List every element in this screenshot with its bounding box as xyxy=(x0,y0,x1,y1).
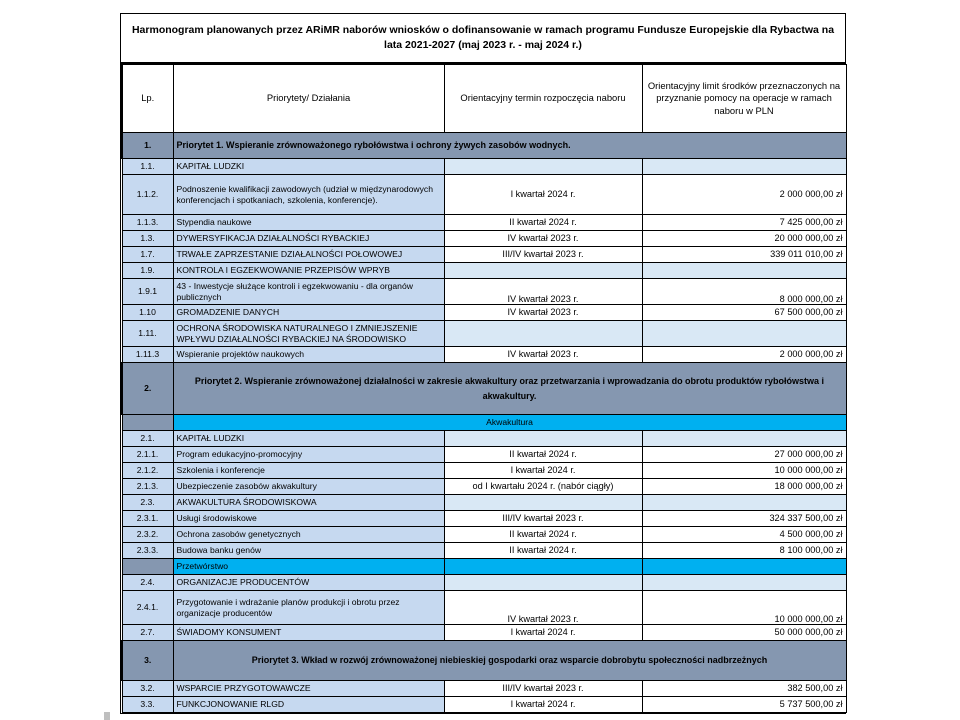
table-row xyxy=(122,159,846,175)
table-row xyxy=(122,431,846,447)
row-limit: 8 100 000,00 zł xyxy=(642,543,846,559)
section-title: Przetwórstwo xyxy=(173,559,444,575)
row-term: II kwartał 2024 r. xyxy=(444,543,642,559)
table-row xyxy=(122,495,846,511)
priority-row xyxy=(122,363,846,415)
priority-row xyxy=(122,641,846,681)
row-name: TRWAŁE ZAPRZESTANIE DZIAŁALNOŚCI POŁOWOWEJ xyxy=(173,247,444,263)
row-number: 1.9.1 xyxy=(122,279,173,305)
row-limit xyxy=(642,263,846,279)
row-term: IV kwartał 2023 r. xyxy=(444,305,642,321)
row-name: Stypendia naukowe xyxy=(173,215,444,231)
row-number: 2.4.1. xyxy=(122,591,173,625)
table-row xyxy=(122,247,846,263)
row-number xyxy=(122,559,173,575)
row-limit: 382 500,00 zł xyxy=(642,681,846,697)
row-term xyxy=(444,495,642,511)
row-limit: 324 337 500,00 zł xyxy=(642,511,846,527)
corner-marker xyxy=(104,712,110,720)
table-row xyxy=(122,527,846,543)
table-row xyxy=(122,625,846,641)
row-term: I kwartał 2024 r. xyxy=(444,625,642,641)
schedule-document xyxy=(120,13,846,714)
table-header-row xyxy=(122,65,846,133)
row-term: III/IV kwartał 2023 r. xyxy=(444,247,642,263)
row-name: Usługi środowiskowe xyxy=(173,511,444,527)
row-limit xyxy=(642,431,846,447)
priority-title: Priorytet 3. Wkład w rozwój zrównoważonej niebieskiej gospodarki oraz wsparcie dobrobytu społeczności nadbrzeżnych xyxy=(173,641,846,681)
row-name: DYWERSYFIKACJA DZIAŁALNOŚCI RYBACKIEJ xyxy=(173,231,444,247)
table-row xyxy=(122,215,846,231)
row-number: 2.1. xyxy=(122,431,173,447)
table-row xyxy=(122,479,846,495)
table-row xyxy=(122,591,846,625)
priority-title: Priorytet 1. Wspieranie zrównoważonego rybołówstwa i ochrony żywych zasobów wodnych. xyxy=(173,133,846,159)
row-name: Ubezpieczenie zasobów akwakultury xyxy=(173,479,444,495)
row-name: Podnoszenie kwalifikacji zawodowych (udział w międzynarodowych konferencjach i spotkaniach, szkolenia, konferencje). xyxy=(173,175,444,215)
row-name: Ochrona zasobów genetycznych xyxy=(173,527,444,543)
row-name: KAPITAŁ LUDZKI xyxy=(173,159,444,175)
schedule-table xyxy=(121,64,847,713)
row-name: KONTROLA I EGZEKWOWANIE PRZEPISÓW WPRYB xyxy=(173,263,444,279)
row-limit: 20 000 000,00 zł xyxy=(642,231,846,247)
row-limit xyxy=(642,575,846,591)
row-number: 3. xyxy=(122,641,173,681)
table-row xyxy=(122,543,846,559)
row-number: 3.3. xyxy=(122,697,173,713)
row-limit: 2 000 000,00 zł xyxy=(642,175,846,215)
row-name: ORGANIZACJE PRODUCENTÓW xyxy=(173,575,444,591)
row-name: WSPARCIE PRZYGOTOWAWCZE xyxy=(173,681,444,697)
row-limit: 50 000 000,00 zł xyxy=(642,625,846,641)
row-limit: 10 000 000,00 zł xyxy=(642,591,846,625)
row-name: AKWAKULTURA ŚRODOWISKOWA xyxy=(173,495,444,511)
table-row xyxy=(122,263,846,279)
priority-row xyxy=(122,133,846,159)
row-term: IV kwartał 2023 r. xyxy=(444,231,642,247)
table-row xyxy=(122,447,846,463)
row-name: FUNKCJONOWANIE RLGD xyxy=(173,697,444,713)
table-row xyxy=(122,463,846,479)
row-limit: 67 500 000,00 zł xyxy=(642,305,846,321)
row-name: OCHRONA ŚRODOWISKA NATURALNEGO I ZMNIEJSZENIE WPŁYWU DZIAŁALNOŚCI RYBACKIEJ NA ŚRODOWISKO xyxy=(173,321,444,347)
row-name: 43 - Inwestycje służące kontroli i egzekwowaniu - dla organów publicznych xyxy=(173,279,444,305)
row-term: IV kwartał 2023 r. xyxy=(444,347,642,363)
row-number: 2.1.3. xyxy=(122,479,173,495)
table-row xyxy=(122,347,846,363)
document-title: Harmonogram planowanych przez ARiMR naborów wniosków o dofinansowanie w ramach programu Fundusze Europejskie dla Rybactwa na lata 2021-2027 (maj 2023 r. - maj 2024 r.) xyxy=(121,14,845,64)
row-number: 1.9. xyxy=(122,263,173,279)
row-limit xyxy=(642,321,846,347)
row-name: Program edukacyjno-promocyjny xyxy=(173,447,444,463)
row-limit: 4 500 000,00 zł xyxy=(642,527,846,543)
row-term: II kwartał 2024 r. xyxy=(444,447,642,463)
row-limit: 339 011 010,00 zł xyxy=(642,247,846,263)
row-term: II kwartał 2024 r. xyxy=(444,527,642,543)
row-term: III/IV kwartał 2023 r. xyxy=(444,511,642,527)
row-limit xyxy=(642,495,846,511)
table-row xyxy=(122,511,846,527)
priority-title: Priorytet 2. Wspieranie zrównoważonej działalności w zakresie akwakultury oraz przetwarzania i wprowadzania do obrotu produktów rybołówstwa i akwakultury. xyxy=(173,363,846,415)
row-number: 2.3. xyxy=(122,495,173,511)
header-priorities: Priorytety/ Działania xyxy=(173,65,444,133)
table-row xyxy=(122,279,846,305)
row-limit xyxy=(642,559,846,575)
row-term xyxy=(444,263,642,279)
row-limit: 5 737 500,00 zł xyxy=(642,697,846,713)
header-limit: Orientacyjny limit środków przeznaczonych na przyznanie pomocy na operacje w ramach naboru w PLN xyxy=(642,65,846,133)
row-term: IV kwartał 2023 r. xyxy=(444,279,642,305)
row-limit: 18 000 000,00 zł xyxy=(642,479,846,495)
row-limit: 27 000 000,00 zł xyxy=(642,447,846,463)
row-term xyxy=(444,575,642,591)
header-lp: Lp. xyxy=(122,65,173,133)
section-band-row xyxy=(122,415,846,431)
row-number: 2.4. xyxy=(122,575,173,591)
row-number: 1.10 xyxy=(122,305,173,321)
row-limit: 7 425 000,00 zł xyxy=(642,215,846,231)
row-term: III/IV kwartał 2023 r. xyxy=(444,681,642,697)
table-row xyxy=(122,697,846,713)
row-name: GROMADZENIE DANYCH xyxy=(173,305,444,321)
row-number: 1.7. xyxy=(122,247,173,263)
row-term: I kwartał 2024 r. xyxy=(444,463,642,479)
row-name: ŚWIADOMY KONSUMENT xyxy=(173,625,444,641)
row-number: 1.11.3 xyxy=(122,347,173,363)
row-number: 1.1. xyxy=(122,159,173,175)
row-number: 2.7. xyxy=(122,625,173,641)
row-number: 1.3. xyxy=(122,231,173,247)
row-number: 1. xyxy=(122,133,173,159)
table-row xyxy=(122,305,846,321)
row-number: 3.2. xyxy=(122,681,173,697)
row-number: 2.3.2. xyxy=(122,527,173,543)
row-name: KAPITAŁ LUDZKI xyxy=(173,431,444,447)
row-term: II kwartał 2024 r. xyxy=(444,215,642,231)
row-term xyxy=(444,431,642,447)
row-name: Budowa banku genów xyxy=(173,543,444,559)
table-row xyxy=(122,175,846,215)
row-limit: 2 000 000,00 zł xyxy=(642,347,846,363)
row-limit: 8 000 000,00 zł xyxy=(642,279,846,305)
row-term xyxy=(444,559,642,575)
row-number: 2. xyxy=(122,363,173,415)
row-limit xyxy=(642,159,846,175)
row-number: 2.3.3. xyxy=(122,543,173,559)
table-row xyxy=(122,231,846,247)
row-term xyxy=(444,321,642,347)
row-number: 2.1.2. xyxy=(122,463,173,479)
row-term: IV kwartał 2023 r. xyxy=(444,591,642,625)
header-term: Orientacyjny termin rozpoczęcia naboru xyxy=(444,65,642,133)
row-number: 1.1.3. xyxy=(122,215,173,231)
section-title: Akwakultura xyxy=(173,415,846,431)
row-term: I kwartał 2024 r. xyxy=(444,697,642,713)
table-row xyxy=(122,681,846,697)
row-name: Przygotowanie i wdrażanie planów produkcji i obrotu przez organizacje producentów xyxy=(173,591,444,625)
row-term: I kwartał 2024 r. xyxy=(444,175,642,215)
row-number: 1.1.2. xyxy=(122,175,173,215)
row-term: od I kwartału 2024 r. (nabór ciągły) xyxy=(444,479,642,495)
row-term xyxy=(444,159,642,175)
section-band-row xyxy=(122,559,846,575)
row-number: 2.1.1. xyxy=(122,447,173,463)
row-number xyxy=(122,415,173,431)
table-row xyxy=(122,575,846,591)
row-number: 1.11. xyxy=(122,321,173,347)
row-name: Wspieranie projektów naukowych xyxy=(173,347,444,363)
row-name: Szkolenia i konferencje xyxy=(173,463,444,479)
row-limit: 10 000 000,00 zł xyxy=(642,463,846,479)
row-number: 2.3.1. xyxy=(122,511,173,527)
table-row xyxy=(122,321,846,347)
